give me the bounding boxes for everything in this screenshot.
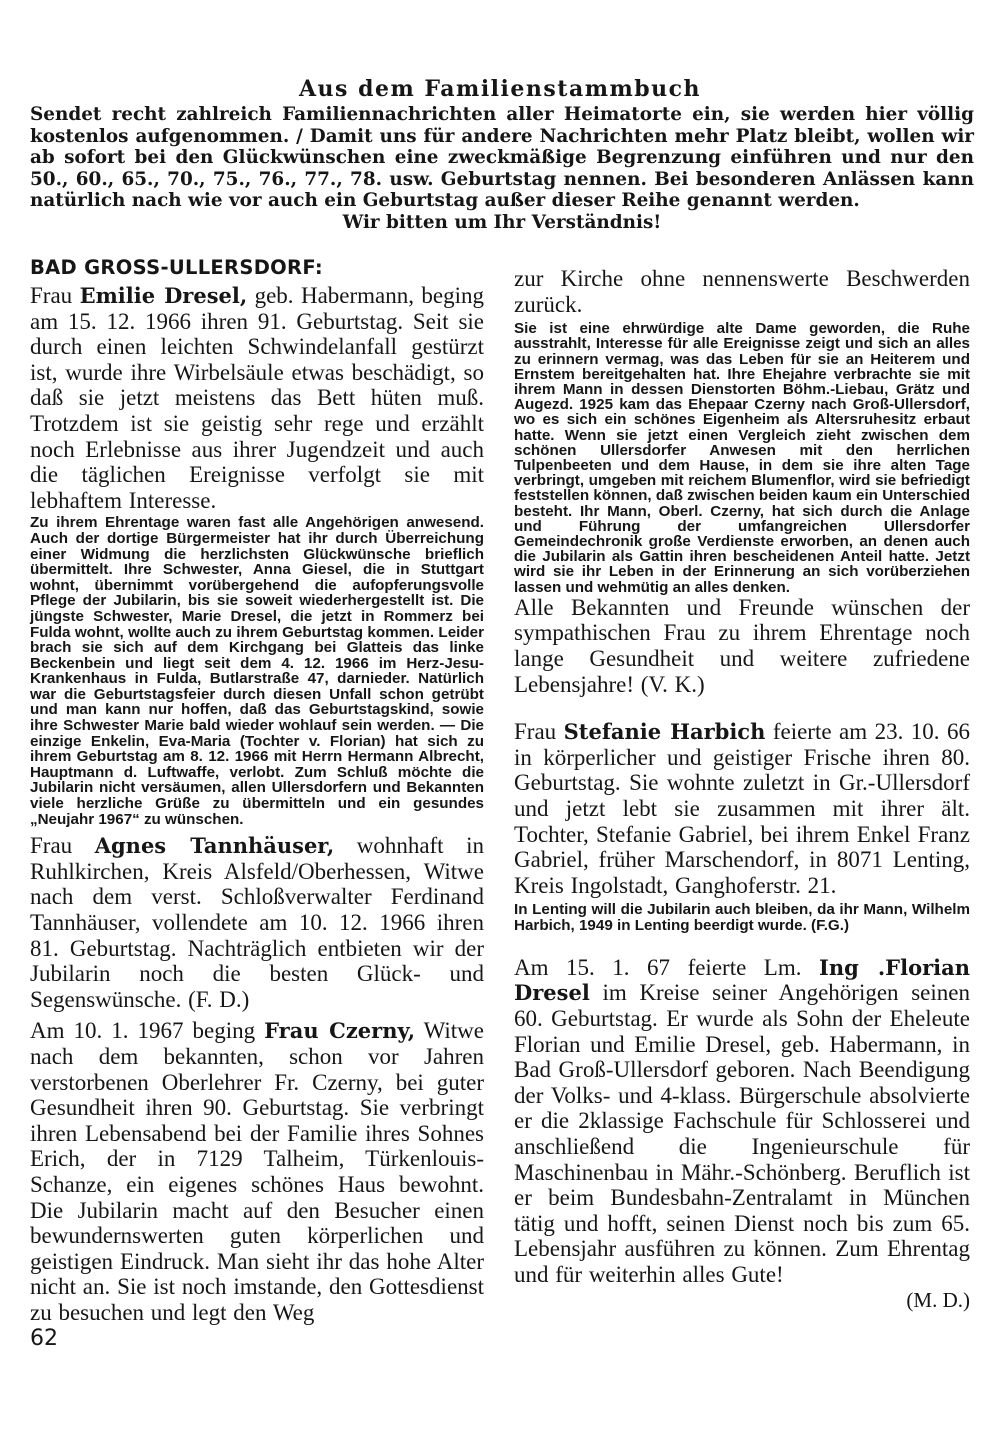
intro-closing: Wir bitten um Ihr Verständnis! (342, 211, 662, 233)
entry-emilie-dresel-details: Zu ihrem Ehrentage waren fast alle Angehörigen anwesend. Auch der dortige Bürgermeister hat ihr durch Überreichung einer Widmung die herzlichsten Glückwünsche brieflich übermittelt. Ihre Schwester, Anna Giesel, die in Stuttgart wohnt, übernimmt vorübergehend die aufopferungsvolle Pflege der Jubilarin, bis sie soweit wiederhergestellt ist. Die jüngste Schwester, Marie Dresel, die jetzt in Rommerz bei Fulda wohnt, wollte auch zu ihrem Geburtstag kommen. Leider brach sie sich auf dem Kirchgang bei Glatteis das linke Beckenbein und liegt seit dem 4. 12. 1966 im Herz-Jesu-Krankenhaus in Fulda, Butlarstraße 47, darnieder. Natürlich war die Geburtstagsfeier durch diesen Unfall schon getrübt und man kann nur hoffen, daß das Geburtstagskind, sowie ihre Schwester Marie bald wieder wohlauf sein werden. — Die einzige Enkelin, Eva-Maria (Tochter v. Florian) hat sich zu ihrem Geburtstag am 8. 12. 1966 mit Herrn Hermann Albrecht, Hauptmann d. Luftwaffe, verlobt. Zum Schluß möchte die Jubilarin nicht versäumen, allen Ullersdorfern und Bekannten viele herzliche Grüße zu übermitteln und ein gesundes „Neujahr 1967“ zu wünschen. (30, 514, 484, 828)
entry-florian-dresel (514, 955, 970, 1288)
entry-stefanie-harbich-details: In Lenting will die Jubilarin auch bleiben, da ihr Mann, Wilhelm Harbich, 1949 in Lenting beerdigt wurde. (F.G.) (514, 901, 970, 934)
entry-text: wohnhaft in Ruhlkirchen, Kreis Alsfeld/Oberhessen, Witwe nach dem verst. Schloßverwalter Ferdinand Tannhäuser, vollendete am 10. 12. 1966 ihren 81. Geburtstag. Nachträglich entbieten wir der Jubilarin noch die besten Glück- und Segenswünsche. (F. D.) (30, 833, 484, 1012)
entry-text: Witwe nach dem bekannten, schon vor Jahren verstorbenen Oberlehrer Fr. Czerny, bei guter Gesundheit ihren 90. Geburtstag. Sie verbringt ihren Lebensabend bei der Familie ihres Sohnes Erich, der in 7129 Talheim, Türkenlouis-Schanze, ein eigenes schönes Haus bewohnt. Die Jubilarin macht auf den Besucher einen bewundernswerten guten körperlichen und geistigen Eindruck. Man sieht ihr das hohe Alter nicht an. Sie ist noch imstande, den Gottesdienst zu besuchen und legt den Weg (30, 1018, 484, 1325)
intro-text: Sendet recht zahlreich Familiennachrichten aller Heimatorte ein, sie werden hier völlig kostenlos aufgenommen. / Damit uns für andere Nachrichten mehr Platz bleibt, wollen wir ab sofort bei den Glückwünschen eine zweckmäßige Begrenzung einführen und nur den 50., 60., 65., 70., 75., 76., 77., 78. usw. Geburtstag nennen. Bei besonderen Anlässen kann natürlich nach wie vor auch ein Geburtstag außer dieser Reihe genannt werden. (30, 104, 974, 211)
entry-prefix: Frau (30, 833, 95, 859)
page-title: Aus dem Familienstammbuch (298, 76, 702, 102)
entry-prefix: Am 10. 1. 1967 beging (30, 1018, 265, 1044)
person-name: Emilie Dresel, (79, 283, 248, 308)
entry-frau-czerny-closing: Alle Bekannten und Freunde wünschen der sympathischen Frau zu ihrem Ehrentage noch lange Gesundheit und weitere zufriedene Lebensjahre! (V. K.) (514, 594, 970, 697)
person-name: Stefanie Harbich (563, 719, 766, 745)
entry-text: im Kreise seiner Angehörigen seinen 60. Geburtstag. Er wurde als Sohn der Eheleute Florian und Emilie Dresel, geb. Habermann, in Bad Groß-Ullersdorf geboren. Nach Beendigung der Volks- und 4-klass. Bürgerschule absolvierte er die 2klassige Fachschule für Schlosserei und anschließend die Ingenieurschule für Maschinenbau in Mähr.-Schönberg. Beruflich ist er beim Bundesbahn-Zentralamt in München tätig und hofft, seinen Dienst noch bis zum 65. Lebensjahr ausführen zu können. Zum Ehrentag und für weiterhin alles Gute! (514, 980, 970, 1287)
entry-prefix: Am 15. 1. 67 feierte Lm. (514, 954, 820, 980)
entry-frau-czerny-continued: zur Kirche ohne nennenswerte Beschwerden zurück. (514, 266, 970, 317)
person-name: Agnes Tannhäuser, (94, 833, 335, 859)
left-column (30, 256, 484, 1326)
entry-agnes-tannhaeuser (30, 833, 484, 1012)
person-name: Frau Czerny, (264, 1018, 416, 1044)
entry-prefix: Frau (514, 719, 564, 745)
entry-frau-czerny-details: Sie ist eine ehrwürdige alte Dame geworden, die Ruhe ausstrahlt, Interesse für alle Ereignisse zeigt und sich an alles zu erinnern vermag, was das Leben für sie an Heiterem und Ernstem bereitgehalten hat. Ihre Ehejahre verbrachte sie mit ihrem Mann in dessen Dienstorten Böhm.-Liebau, Grätz und Augezd. 1925 kam das Ehepaar Czerny nach Groß-Ullersdorf, wo es sich ein schönes Eigenheim als Altersruhesitz erbaut hatte. Wenn sie jetzt einen Vergleich zieht zwischen dem schönen Ullersdorfer Anwesen mit den herrlichen Tulpenbeeten und dem Hause, in dem sie ihre alten Tage verbringt, umgeben mit reichem Blumenflor, wird sie befriedigt feststellen können, daß zwischen beiden kaum ein Unterschied besteht. Ihr Mann, Oberl. Czerny, hat sich durch die Anlage und Führung der umfangreichen Ullersdorfer Gemeindechronik große Verdienste erworben, an denen auch die Jubilarin als Gattin ihren bescheidenen Anteil hatte. Jetzt wird sie ihr Leben in der Erinnerung an sich vorüberziehen lassen und wehmütig an alles denken. (514, 320, 970, 596)
entry-emilie-dresel (30, 283, 484, 513)
page-number: 62 (30, 1326, 58, 1351)
intro-notice (30, 104, 974, 233)
entry-text: feierte am 23. 10. 66 in körperlicher und geistiger Frische ihren 80. Geburtstag. Sie wohnte zuletzt in Gr.-Ullersdorf und jetzt lebt sie zusammen mit ihrer ält. Tochter, Stefanie Gabriel, bei ihrem Enkel Franz Gabriel, früher Marschendorf, in 8071 Lenting, Kreis Ingolstadt, Ganghoferstr. 21. (514, 719, 970, 898)
entry-frau-czerny (30, 1018, 484, 1325)
signature: (M. D.) (906, 1287, 970, 1312)
locality-heading: BAD GROSS-ULLERSDORF: (30, 256, 324, 279)
right-column (514, 266, 970, 1312)
entry-text: geb. Habermann, beging am 15. 12. 1966 ihren 91. Geburtstag. Seit sie durch einen leichten Schwindelanfall gestürzt ist, wurde ihre Wirbelsäule etwas beschädigt, so daß sie jetzt meistens das Bett hüten muß. Trotzdem ist sie geistig sehr rege und erzählt noch Erlebnisse aus ihrer Jugendzeit und auch die täglichen Ereignisse verfolgt sie mit lebhaftem Interesse. (30, 283, 484, 513)
person-name: Ing .Florian Dresel (514, 954, 970, 1006)
entry-prefix: Frau (30, 283, 80, 308)
entry-stefanie-harbich (514, 719, 970, 898)
